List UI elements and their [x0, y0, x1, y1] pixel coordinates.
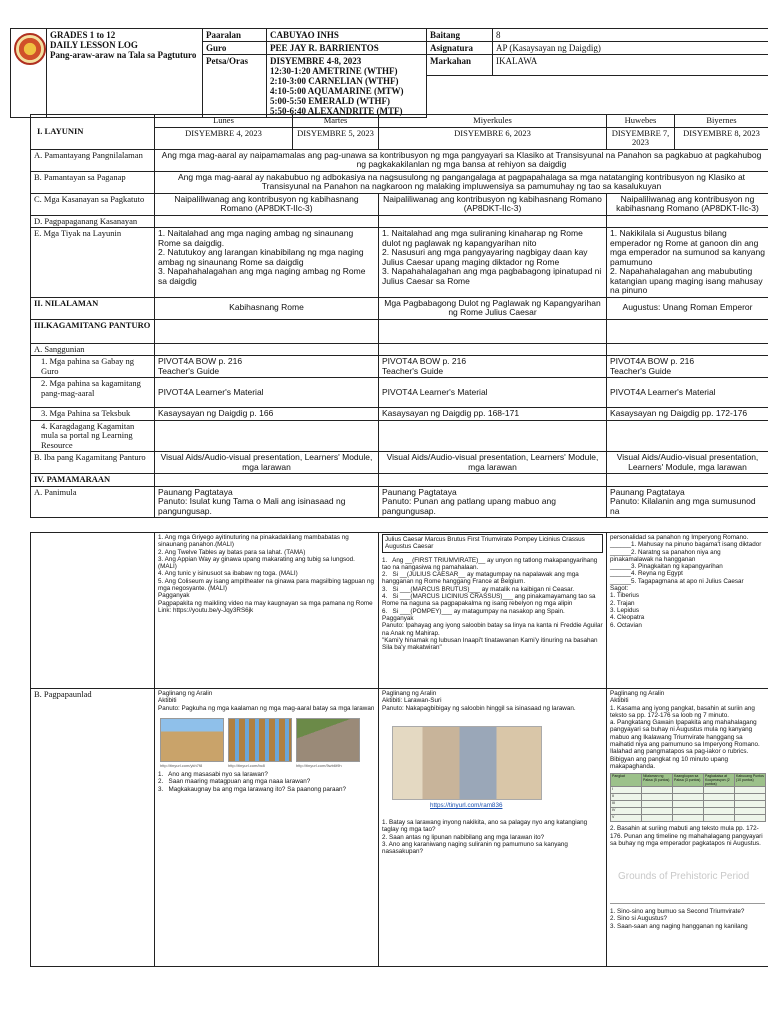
quarter-label: Markahan	[427, 55, 493, 76]
item-line: personalidad sa panahon ng Imperyong Romano.	[610, 534, 749, 541]
blank	[607, 474, 768, 487]
blank	[642, 815, 673, 822]
blank	[493, 75, 768, 118]
datetime-value	[267, 55, 427, 118]
tiyak-layunin-wed	[379, 228, 607, 298]
datetime-line: 4:10-5:00 AQUAMARINE (MTW)	[270, 86, 404, 96]
question-line: 2. Sino si Augustus?	[610, 915, 668, 923]
question-line: 2. Saan maaring matagpuan ang mga naaa larawan?	[158, 778, 311, 786]
ref-line: PIVOT4A BOW p. 216	[382, 356, 467, 366]
ref-teksbuk-label: 3. Mga Pahina sa Teksbuk	[31, 408, 155, 421]
rubric-row-label: II	[611, 794, 642, 801]
item-line: 4. Si ___(MARCUS LICINIUS CRASSUS)___ ang pinakamayamang tao sa Rome na naguna sa pagpapakalma ng isang rebelyon ng mga alipin	[382, 593, 598, 608]
tiyak-layunin-mon	[155, 228, 379, 298]
ref-lm-wed: PIVOT4A Learner's Material	[379, 378, 607, 408]
blank	[379, 215, 607, 228]
item-line: 3. Lepidus	[610, 606, 640, 614]
colosseum-image	[160, 718, 224, 769]
day-wed: Miyerkules	[379, 115, 607, 128]
item-line: ______1. Mahusay na pinuno bagama't isang diktador	[610, 541, 762, 549]
tiyak-layunin-thu	[607, 228, 768, 298]
panimula-line: Paunang Pagtataya	[610, 486, 685, 497]
ref-line: Teacher's Guide	[158, 365, 220, 376]
item-line: Pagpapakita ng maikling video na may kaugnayan sa mga pamana ng Rome	[158, 599, 373, 607]
blank	[735, 801, 766, 808]
image-caption: http://tinyurl.com/ykh7f8	[160, 762, 203, 768]
blank	[735, 808, 766, 815]
pamamaraan-heading: IV. PAMAMARAAN	[31, 474, 155, 487]
subject-value: AP (Kasaysayan ng Daigdig)	[493, 42, 768, 55]
roman-road-icon	[296, 718, 360, 762]
item-line: 1. Kasama ang iyong pangkat, basahin at suriin ang teksto sa pp. 172-176 sa loob ng 7 minuto.	[610, 704, 757, 719]
list-item: 3. Napahahalagahan ang mga naging ambag ng Rome sa daigdig	[158, 266, 368, 286]
tiyak-layunin-label: E. Mga Tiyak na Layunin	[31, 228, 155, 298]
item-line: Aktibiti: Larawan-Suri	[382, 697, 442, 705]
sanggunian-label: A. Sanggunian	[31, 343, 155, 356]
item-line: ______2. Naratng sa panahon niya ang pinakamalawak na hangganan	[610, 548, 723, 563]
item-line: 1. Tiberius	[610, 592, 640, 600]
rubric-header: Pangkat	[611, 774, 642, 787]
item-line: ______3. Pinagkaitan ng kapangyarihan	[610, 563, 723, 571]
item-line: Panuto: Ipahayag ang iyong saloobin batay sa linya na kanta ni Freddie Aguilar na Anak ng Mahirap.	[382, 622, 605, 637]
question-line: 3. Ano ang karaniwang naging suliranin ng pamumuno sa kanyang nasasakupan?	[382, 841, 570, 856]
list-item: 3. Napahahalagahan ang mga pagbabagong ipinatupad ni Julius Caesar sa Rome	[382, 266, 604, 286]
item-line: 3. Ang Appian Way ay ginawa upang makarating ang tubig sa lungsod. (MALI)	[158, 555, 357, 571]
item-line: Pagganyak	[158, 592, 190, 600]
item-line: a. Pangkatang Gawain Ipapakita ang mahahalagang pangyayari sa buhay ni Augustus mula ng kanyang mabuo ang Ikalawang Triumvirate hanggang sa maihatid niya ang pamumuno sa Imperyong Romano. Ilalahad ang pangmatapos sa pag-iakor o rubrics. Bibigyan ang pangkat ng 10 minuto upang makapaghanda.	[610, 719, 762, 770]
iba-kagamitan-label: B. Iba pang Kagamitang Panturo	[31, 452, 155, 474]
item-line: 6. Octavian	[610, 621, 642, 629]
iba-kagamitan-wed: Visual Aids/Audio-visual presentation, Learners' Module, mga larawan	[379, 452, 607, 474]
pamantayang-pangnilalaman-label: A. Pamantayang Pangnilalaman	[31, 149, 155, 171]
school-logo-cell	[11, 29, 47, 118]
panimula-thu	[607, 486, 768, 518]
item-line: 2. Basahin at suriing mabuti ang teksto mula pp. 172-176. Punan ang timeline ng mahahalagang pangyayari sa buhay ng mga emperador pagkatapos ni Augustus.	[610, 825, 765, 847]
question-line: 1. Batay sa larawang inyong nakikita, ano sa palagay nyo ang katangiang taglay ng mga tao?	[382, 819, 589, 834]
blank	[642, 801, 673, 808]
pagpapaganang-label: D. Pagpapaganang Kasanayan	[31, 215, 155, 228]
subject-label: Asignatura	[427, 42, 493, 55]
ref-gabay-mon	[155, 356, 379, 378]
quarter-value: IKALAWA	[493, 55, 768, 76]
ref-lm-label: 2. Mga pahina sa kagamitang pang-mag-aaral	[31, 378, 155, 408]
item-line: Paglinang ng Aralin	[158, 690, 213, 697]
item-line: Aktibiti	[610, 697, 629, 705]
rubric-row-label: V	[611, 815, 642, 822]
date-tue: DISYEMBRE 5, 2023	[293, 127, 379, 149]
title-line-1: GRADES 1 to 12	[50, 30, 116, 40]
pamantayang-pangnilalaman-text: Ang mga mag-aaral ay naipamamalas ang pag-unawa sa kontribusyon ng mga pangyayari sa Klasiko at Transisyunal na Panahon sa pagkabuo at pagkahubog ng pagkakakilanlan ng mga bansa at rehiyon sa daigdig	[155, 149, 768, 171]
lesson-log-table-continued	[30, 532, 768, 967]
ref-line: Teacher's Guide	[610, 365, 672, 376]
panimula-line: Panuto: Punan ang patlang upang mabuo ang pangungusap.	[382, 496, 559, 516]
list-item: 1. Naitalahad ang mga naging ambag ng sinaunang Rome sa daigdig.	[158, 228, 356, 248]
title-line-2: DAILY LESSON LOG	[50, 40, 138, 50]
item-line: ______5. Tagapagmana at apo ni Julius Caesar	[610, 577, 744, 585]
blank	[673, 787, 704, 794]
datetime-line: 12:30-1:20 AMETRINE (WTHF)	[270, 66, 398, 76]
blank	[673, 801, 704, 808]
rubric-header: Kaangkupan sa Paksa (3 puntos)	[673, 774, 704, 787]
blank	[735, 794, 766, 801]
day-tue: Martes	[293, 115, 379, 128]
item-line: 3. Si ___(MARCUS BRUTUS)___ ay matalik na kaibigan ni Ceasar.	[382, 585, 575, 593]
pamantayan-paganap-text: Ang mga mag-aaral ay nakabubuo ng adbokasiya na nagsusulong ng pangangalaga at pagpapahalaga sa mga natatanging kontribusyon ng Klasiko at Transisyunal na Panahon na nagkaroon ng malaking impluwensiya sa pamumuhay ng tao sa kasalukuyan	[155, 171, 768, 193]
blank	[704, 815, 735, 822]
item-line: 5. Ang Coliseum ay isang ampitheater na ginawa para magsilbing tagpuan ng mga negosyante. (MALI)	[158, 577, 376, 593]
item-line: Panuto: Nakapagbibigay ng saloobin hinggil sa isinasaad ng larawan.	[382, 704, 576, 712]
blank	[155, 420, 379, 452]
date-thu: DISYEMBRE 7, 2023	[607, 127, 675, 149]
rubric-header: Pagkakaisa at Kooperasyon (2 puntos)	[704, 774, 735, 787]
ref-gabay-thu	[607, 356, 768, 378]
datetime-label: Petsa/Oras	[203, 55, 267, 118]
ref-line: Teacher's Guide	[382, 365, 444, 376]
panimula-mon-cont	[155, 533, 379, 689]
colosseum-icon	[160, 718, 224, 762]
item-line: Paglinang ng Aralin	[382, 690, 437, 697]
kasanayan-label: C. Mga Kasanayan sa Pagkatuto	[31, 193, 155, 215]
item-line: 2. Ang Twelve Tables ay batas para sa lahat. (TAMA)	[158, 548, 306, 556]
ref-teksbuk-wed: Kasaysayan ng Daigdig pp. 168-171	[379, 408, 607, 421]
item-line: Paglinang ng Aralin	[610, 690, 665, 697]
nilalaman-wed: Mga Pagbabagong Dulot ng Paglawak ng Kapangyarihan ng Rome Julius Caesar	[379, 297, 607, 319]
blank	[735, 815, 766, 822]
kagamitan-heading: III.KAGAMITANG PANTURO	[31, 319, 155, 343]
blank	[704, 801, 735, 808]
rubric-row-label: I	[611, 787, 642, 794]
datetime-line: 5:50-6:40 ALEXANDRITE (MTF)	[270, 106, 403, 116]
pagpapaunlad-thu	[607, 689, 768, 967]
blank	[704, 794, 735, 801]
question-line: 3. Saan-saan ang naging hangganan ng kanilang	[610, 922, 748, 930]
word-bank-box: Julius Caesar Marcus Brutus First Triumvirate Pompey Licinius Crassus Augustus Caesar	[382, 534, 603, 553]
pagpapaunlad-wed	[379, 689, 607, 967]
datetime-line: 2:10-3:00 CARNELIAN (WTHF)	[270, 76, 399, 86]
date-mon: DISYEMBRE 4, 2023	[155, 127, 293, 149]
blank	[673, 815, 704, 822]
blank	[31, 533, 155, 689]
log-title	[47, 29, 203, 118]
datetime-line: 5:00-5:50 EMERALD (WTHF)	[270, 96, 390, 106]
list-item: 1. Naitalahad ang mga suliraning kinaharap ng Rome dulot ng paglawak ng kapangyarihan nito	[382, 228, 586, 248]
school-label: Paaralan	[203, 29, 267, 42]
item-line: Pagganyak	[382, 614, 414, 622]
day-fri: Biyernes	[675, 115, 768, 128]
blank	[607, 215, 768, 228]
blank	[642, 794, 673, 801]
school-value: CABUYAO INHS	[267, 29, 427, 42]
title-line-3: Pang-araw-araw na Tala sa Pagtuturo	[50, 50, 197, 60]
blank	[607, 319, 768, 343]
aqueduct-icon	[228, 718, 292, 762]
ref-line: PIVOT4A BOW p. 216	[610, 356, 695, 366]
blank	[379, 319, 607, 343]
list-item: 1. Nakikilala si Augustus bilang emperador ng Rome at ganoon din ang mga emperador na sumunod sa kanyang pamumuno	[610, 228, 768, 267]
ref-lm-thu: PIVOT4A Learner's Material	[607, 378, 768, 408]
date-wed: DISYEMBRE 6, 2023	[379, 127, 607, 149]
blank	[735, 787, 766, 794]
panimula-mon	[155, 486, 379, 518]
iba-kagamitan-thu: Visual Aids/Audio-visual presentation, Learners' Module, mga larawan	[607, 452, 768, 474]
list-item: 2. Napahahalagahan ang mabubuting katangian upang maging isang mahusay na pinuno	[610, 266, 766, 295]
question-line: 1. Ano ang masasabi nyo sa larawan?	[158, 771, 268, 779]
rubric-row-label: IV	[611, 808, 642, 815]
panimula-label: A. Panimula	[31, 486, 155, 518]
ref-teksbuk-mon: Kasaysayan ng Daigdig p. 166	[155, 408, 379, 421]
panimula-wed	[379, 486, 607, 518]
blank	[155, 343, 379, 356]
blank	[704, 787, 735, 794]
panimula-line: Paunang Pagtataya	[382, 486, 457, 497]
ref-gabay-wed	[379, 356, 607, 378]
list-item: 2. Natutukoy ang larangan kinabibilang ng mga naging ambag ng sinaunang Rome sa daigdig	[158, 247, 366, 267]
question-line: 3. Magkakaugnay ba ang mga larawang ito? Sa paanong paraan?	[158, 785, 346, 793]
kasanayan-wed: Naipaliliwanag ang kontribusyon ng kabihasnang Romano (AP8DKT-IIc-3)	[379, 193, 607, 215]
panimula-line: Panuto: Kilalanin ang mga sumusunod na	[610, 496, 758, 516]
teacher-value: PEE JAY R. BARRIENTOS	[267, 42, 427, 55]
panimula-thu-cont	[607, 533, 768, 689]
blank	[642, 787, 673, 794]
pagpapaunlad-mon	[155, 689, 379, 967]
video-link[interactable]: Link: https://youtu.be/y-Jqy3RS6jk	[158, 606, 254, 614]
timeline-watermark: Grounds of Prehistoric Period	[618, 871, 750, 883]
ref-gabay-label: 1. Mga pahina sa Gabay ng Guro	[31, 356, 155, 378]
blank	[607, 420, 768, 452]
nilalaman-heading: II. NILALAMAN	[31, 297, 155, 319]
pamantayan-paganap-label: B. Pamantayan sa Paganap	[31, 171, 155, 193]
blank	[673, 808, 704, 815]
item-line: "Kami'y hinamak ng lubusan Inaapi't tinatawanan Kami'y itinuring na basahan Sila ba'y makatwiran"	[382, 636, 600, 652]
item-line: 1. Ang __(FIRST TRIUMVIRATE)__ ay unyon ng tatlong makapangyarihang tao na nangasiwa ng pamahalaan.	[382, 556, 600, 571]
rubric-header: Kabuuang Puntos (10 puntos)	[735, 774, 766, 787]
item-line: Sagot:	[610, 585, 629, 593]
item-line: 6. Si ___(POMPEY)___ ay matagumpay na nasakop ang Spain.	[382, 607, 565, 615]
nilalaman-mon: Kabihasnang Rome	[155, 297, 379, 319]
kasanayan-thu: Naipaliliwanag ang kontribusyon ng kabihasnang Romano (AP8DKT-IIc-3)	[607, 193, 768, 215]
rubric-table	[610, 773, 766, 822]
grade-value: 8	[493, 29, 768, 42]
image-source-link[interactable]: https://tinyurl.com/ram836	[430, 801, 503, 809]
item-line: 4. Ang tunic y isinusuot sa ibabaw ng toga. (MALI)	[158, 570, 298, 578]
blank	[704, 808, 735, 815]
ref-line: PIVOT4A BOW p. 216	[158, 356, 243, 366]
list-item: 2. Nasusuri ang mga pangyayaring nagbigay daan kay Julius Caesar upang maging diktador ng Rome	[382, 247, 590, 267]
lesson-log-table	[30, 114, 768, 518]
caesar-painting-image	[392, 726, 542, 800]
blank	[379, 474, 607, 487]
blank	[155, 474, 379, 487]
item-line: 2. Si __(JULIUS CAESAR__ ay matagumpay na napalawak ang mga hangganan ng Rome hanggang France at Belgium.	[382, 571, 581, 586]
ref-teksbuk-thu: Kasaysayan ng Daigdig pp. 172-176	[607, 408, 768, 421]
header-table	[10, 28, 768, 118]
blank	[379, 420, 607, 452]
panimula-wed-cont	[379, 533, 607, 689]
date-fri: DISYEMBRE 8, 2023	[675, 127, 768, 149]
timeline-graphic	[610, 851, 765, 904]
aqueduct-image	[228, 718, 292, 769]
question-line: 1. Sino-sino ang bumuo sa Second Triumvirate?	[610, 908, 745, 916]
item-line: 1. Ang mga Griyego ayitinuturing na pinakadakilang mambabatas ng sinaunang panahon.(MALI)	[158, 534, 351, 549]
blank	[642, 808, 673, 815]
ref-lm-mon: PIVOT4A Learner's Material	[155, 378, 379, 408]
iba-kagamitan-mon: Visual Aids/Audio-visual presentation, Learners' Module, mga larawan	[155, 452, 379, 474]
blank	[607, 343, 768, 356]
ref-portal-label: 4. Karagdagang Kagamitan mula sa portal ng Learning Resource	[31, 420, 155, 452]
layunin-heading: I. LAYUNIN	[31, 115, 155, 150]
day-mon: Lunes	[155, 115, 293, 128]
rubric-header: Nilalaman ng Paksa (5 puntos)	[642, 774, 673, 787]
item-line: Panuto: Pagkuha ng mga kaalaman ng mga mag-aaral batay sa mga larawan	[158, 704, 375, 712]
kasanayan-mon: Naipaliliwanag ang kontribusyon ng kabihasnang Romano (AP8DKT-IIc-3)	[155, 193, 379, 215]
blank	[673, 794, 704, 801]
rubric-row-label: III	[611, 801, 642, 808]
item-line: ______4. Reyna ng Egypt	[610, 570, 683, 578]
question-line: 2. Saan antas ng lipunan nabibilang ang mga larawan ito?	[382, 833, 545, 841]
item-line: Aktibiti	[158, 697, 177, 705]
blank	[379, 343, 607, 356]
road-image	[296, 718, 360, 769]
school-seal-icon	[14, 33, 46, 65]
roman-images	[160, 718, 375, 769]
item-line: 4. Cleopatra	[610, 614, 645, 622]
blank	[155, 215, 379, 228]
datetime-line: DISYEMBRE 4-8, 2023	[270, 56, 362, 66]
panimula-line: Panuto: Isulat kung Tama o Mali ang isinasaad ng pangungusap.	[158, 496, 348, 516]
teacher-label: Guro	[203, 42, 267, 55]
day-thu: Huwebes	[607, 115, 675, 128]
blank	[155, 319, 379, 343]
nilalaman-thu: Augustus: Unang Roman Emperor	[607, 297, 768, 319]
image-caption: http://tinyurl.com/bc8	[228, 762, 265, 768]
blank	[427, 75, 493, 118]
pagpapaunlad-label: B. Pagpapaunlad	[31, 689, 155, 967]
grade-label: Baitang	[427, 29, 493, 42]
panimula-line: Paunang Pagtataya	[158, 486, 233, 497]
item-line: 2. Trajan	[610, 599, 635, 607]
image-caption: http://tinyurl.com/5wb6t9h	[296, 762, 342, 768]
